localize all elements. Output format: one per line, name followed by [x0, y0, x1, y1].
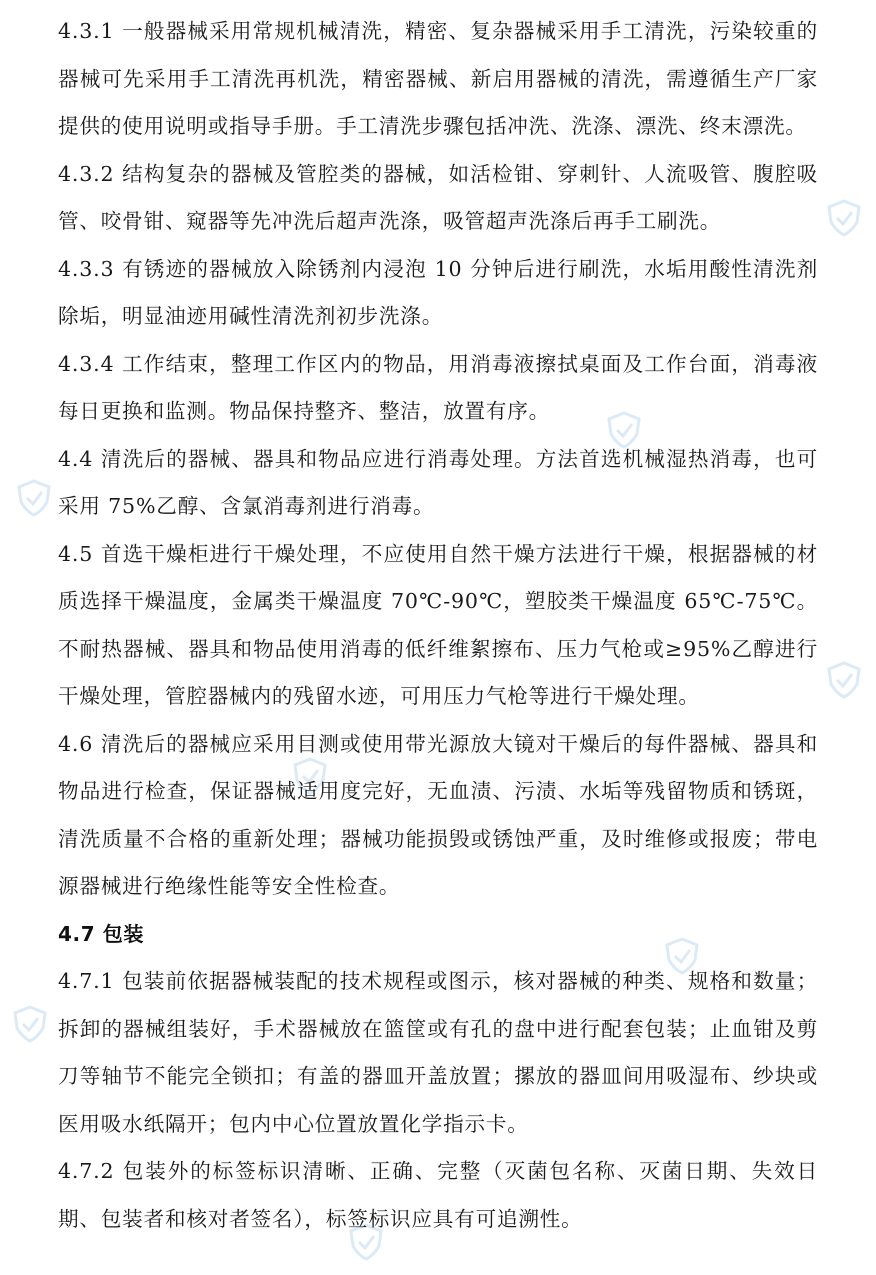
shield-watermark-icon — [824, 198, 864, 238]
shield-watermark-icon — [824, 660, 864, 700]
paragraph-4-5: 4.5 首选干燥柜进行干燥处理，不应使用自然干燥方法进行干燥，根据器械的材质选择干燥温度，金属类干燥温度 70℃-90℃，塑胶类干燥温度 65℃-75℃。不耐热器械、器具和物品使用消毒的低纤维絮擦布、压力气枪或≥95%乙醇进行干燥处理，管腔器械内的残留水迹，可用压力气枪等进行干燥处理。 — [58, 541, 818, 708]
shield-watermark-icon — [10, 1004, 50, 1044]
shield-watermark-icon — [14, 478, 54, 518]
paragraph-4-7-2: 4.7.2 包装外的标签标识清晰、正确、完整（灭菌包名称、灭菌日期、失效日期、包装者和核对者签名），标签标识应具有可追溯性。 — [58, 1159, 818, 1231]
section-heading-4-7: 4.7 包装 — [58, 921, 144, 946]
paragraph-4-3-2: 4.3.2 结构复杂的器械及管腔类的器械，如活检钳、穿刺针、人流吸管、腹腔吸管、咬骨钳、窥器等先冲洗后超声洗涤，吸管超声洗涤后再手工刷洗。 — [58, 161, 818, 233]
paragraph-4-4: 4.4 清洗后的器械、器具和物品应进行消毒处理。方法首选机械湿热消毒，也可采用 75%乙醇、含氯消毒剂进行消毒。 — [58, 446, 818, 518]
document-body — [58, 8, 818, 1243]
paragraph-4-3-4: 4.3.4 工作结束，整理工作区内的物品，用消毒液擦拭桌面及工作台面，消毒液每日更换和监测。物品保持整齐、整洁，放置有序。 — [58, 351, 818, 423]
paragraph-4-7-1: 4.7.1 包装前依据器械装配的技术规程或图示，核对器械的种类、规格和数量；拆卸的器械组装好，手术器械放在篮筐或有孔的盘中进行配套包装；止血钳及剪刀等轴节不能完全锁扣；有盖的器皿开盖放置；摞放的器皿间用吸湿布、纱块或医用吸水纸隔开；包内中心位置放置化学指示卡。 — [58, 969, 818, 1136]
paragraph-4-3-3: 4.3.3 有锈迹的器械放入除锈剂内浸泡 10 分钟后进行刷洗，水垢用酸性清洗剂除垢，明显油迹用碱性清洗剂初步洗涤。 — [58, 256, 818, 328]
paragraph-4-3-1: 4.3.1 一般器械采用常规机械清洗，精密、复杂器械采用手工清洗，污染较重的器械可先采用手工清洗再机洗，精密器械、新启用器械的清洗，需遵循生产厂家提供的使用说明或指导手册。手工清洗步骤包括冲洗、洗涤、漂洗、终末漂洗。 — [58, 19, 818, 138]
paragraph-4-6: 4.6 清洗后的器械应采用目测或使用带光源放大镜对干燥后的每件器械、器具和物品进行检查，保证器械适用度完好，无血渍、污渍、水垢等残留物质和锈斑，清洗质量不合格的重新处理；器械功能损毁或锈蚀严重，及时维修或报废；带电源器械进行绝缘性能等安全性检查。 — [58, 731, 818, 898]
